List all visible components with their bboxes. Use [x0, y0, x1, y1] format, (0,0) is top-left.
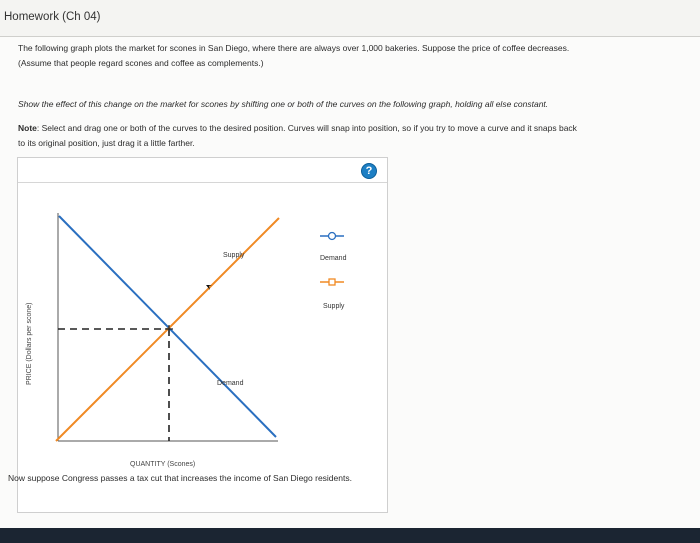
help-button[interactable]: ? — [361, 163, 377, 179]
supply-square-icon — [329, 279, 335, 285]
y-axis-label: PRICE (Dollars per scone) — [26, 302, 33, 385]
follow-up-question: Now suppose Congress passes a tax cut that increases the income of San Diego residents. — [8, 473, 352, 483]
legend-demand-label: Demand — [320, 255, 347, 262]
demand-circle-icon — [329, 233, 336, 240]
note-line-1: : Select and drag one or both of the curves to the desired position. Curves will snap into position, so if you try to move a curve and it snaps back — [36, 123, 577, 133]
legend-supply[interactable] — [320, 279, 345, 310]
bottom-bar — [0, 528, 700, 543]
note-paragraph — [18, 121, 678, 151]
supply-curve-label: Supply — [223, 252, 245, 259]
legend-demand[interactable] — [320, 233, 347, 263]
note-line-2: to its original position, just drag it a little farther. — [18, 138, 195, 148]
intro-paragraph — [18, 41, 678, 71]
demand-curve[interactable] — [59, 216, 276, 437]
instruction-text: Show the effect of this change on the market for scones by shifting one or both of the curves on the following graph, holding all else constant. — [18, 99, 549, 109]
question-card — [0, 37, 700, 528]
market-graph — [18, 158, 387, 512]
intro-line-1: The following graph plots the market for scones in San Diego, where there are always over 1,000 bakeries. Suppose the price of coffee decreases. — [18, 43, 570, 53]
page-title: Homework (Ch 04) — [4, 11, 101, 23]
graph-panel — [17, 157, 388, 513]
demand-curve-label: Demand — [217, 380, 244, 387]
legend-supply-label: Supply — [323, 303, 345, 310]
x-axis-label: QUANTITY (Scones) — [130, 461, 196, 468]
note-label: Note — [18, 123, 37, 133]
header-bar — [0, 0, 700, 37]
intro-line-2: (Assume that people regard scones and coffee as complements.) — [18, 58, 264, 68]
